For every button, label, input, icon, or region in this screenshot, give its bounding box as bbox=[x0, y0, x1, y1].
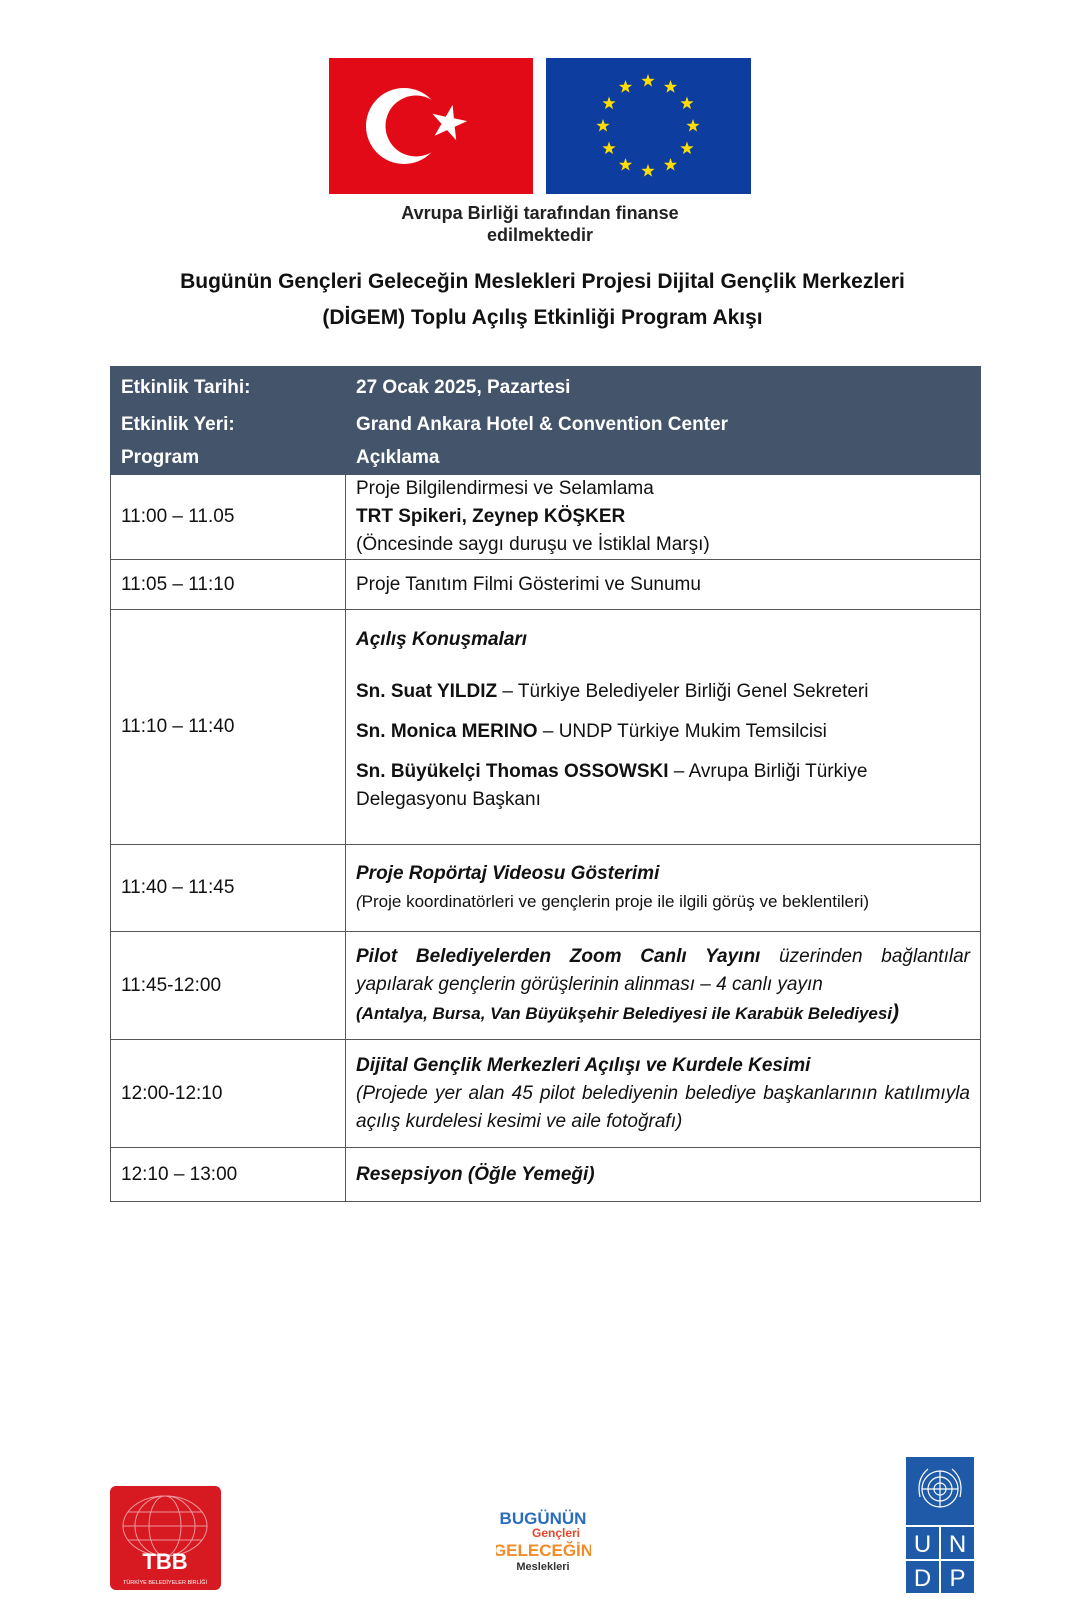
speaker-line bbox=[356, 678, 970, 706]
item-note bbox=[356, 999, 970, 1028]
undp-letter-d: D bbox=[913, 1565, 932, 1592]
tbb-abbr: TBB bbox=[142, 1549, 188, 1574]
title-line2: (DİGEM) Toplu Açılış Etkinliği Program Akışı bbox=[322, 306, 763, 329]
speaker-line bbox=[356, 718, 970, 746]
tbb-logo-icon bbox=[110, 1486, 221, 1590]
time-cell: 12:10 – 13:00 bbox=[111, 1148, 346, 1202]
logo-word-bugunun: BUGÜNÜN bbox=[499, 1509, 587, 1528]
venue-value: Grand Ankara Hotel & Convention Center bbox=[346, 409, 981, 441]
date-label: Etkinlik Tarihi: bbox=[111, 368, 346, 409]
undp-letter-p: P bbox=[949, 1565, 966, 1592]
title-line1: Bugünün Gençleri Geleceğin Meslekleri Projesi Dijital Gençlik Merkezleri bbox=[180, 270, 905, 293]
item-title: Proje Bilgilendirmesi ve Selamlama bbox=[356, 478, 654, 499]
item-note-text: Proje koordinatörleri ve gençlerin proje ile ilgili görüş ve beklentileri) bbox=[361, 892, 870, 911]
item-title: Dijital Gençlik Merkezleri Açılışı ve Kurdele Kesimi bbox=[356, 1054, 811, 1076]
item-title bbox=[356, 943, 970, 999]
time-cell: 11:10 – 11:40 bbox=[111, 610, 346, 845]
item-note bbox=[356, 888, 970, 916]
table-row bbox=[111, 1148, 981, 1202]
paren-close: ) bbox=[892, 1001, 900, 1024]
project-logo bbox=[496, 1506, 591, 1578]
description-cell bbox=[346, 845, 981, 932]
item-note-text: (Antalya, Bursa, Van Büyükşehir Belediyesi ile Karabük Belediyesi bbox=[356, 1004, 893, 1023]
eu-funding-caption bbox=[329, 202, 751, 246]
eu-star-icon bbox=[686, 119, 699, 132]
speaker-name: Sn. Monica MERINO bbox=[356, 721, 538, 742]
project-logo-icon bbox=[496, 1506, 591, 1578]
eu-caption-line1: Avrupa Birliği tarafından finanse bbox=[401, 203, 679, 223]
crescent-star-icon bbox=[329, 58, 533, 194]
table-row bbox=[111, 932, 981, 1040]
speeches-heading: Açılış Konuşmaları bbox=[356, 629, 528, 650]
description-cell bbox=[346, 1040, 981, 1148]
eu-star-icon bbox=[641, 74, 654, 87]
date-row bbox=[111, 368, 981, 409]
venue-row bbox=[111, 409, 981, 441]
logo-word-gencleri: Gençleri bbox=[531, 1526, 581, 1540]
time-cell: 11:40 – 11:45 bbox=[111, 845, 346, 932]
item-title-rest: üzerinden bağlantılar yapılarak gençlerin görüşlerinin alinması – 4 canlı yayın bbox=[356, 946, 970, 995]
program-column-header: Program bbox=[111, 441, 346, 475]
eu-stars-icon bbox=[546, 58, 751, 194]
eu-star-icon bbox=[664, 80, 677, 93]
item-note: (Projede yer alan 45 pilot belediyenin belediye başkanlarının katılımıyla açılış kurdelesi kesimi ve aile fotoğrafı) bbox=[356, 1082, 970, 1132]
date-value: 27 Ocak 2025, Pazartesi bbox=[346, 368, 981, 409]
column-header-row bbox=[111, 441, 981, 475]
time-cell: 11:05 – 11:10 bbox=[111, 560, 346, 610]
table-row bbox=[111, 610, 981, 845]
speaker-name: Sn. Suat YILDIZ bbox=[356, 681, 498, 702]
eu-star-icon bbox=[680, 142, 693, 155]
table-row bbox=[111, 475, 981, 560]
eu-star-icon bbox=[619, 80, 632, 93]
description-cell bbox=[346, 560, 981, 610]
item-title-bold: Pilot Belediyelerden Zoom Canlı Yayını bbox=[356, 946, 761, 967]
eu-star-icon bbox=[664, 158, 677, 171]
eu-star-icon bbox=[596, 119, 609, 132]
logo-word-gelecegin: GELECEĞİN bbox=[496, 1541, 591, 1560]
funding-flags bbox=[329, 58, 751, 194]
turkey-flag bbox=[329, 58, 533, 194]
undp-letter-u: U bbox=[913, 1531, 932, 1558]
item-title: Proje Tanıtım Filmi Gösterimi ve Sunumu bbox=[356, 573, 701, 595]
eu-caption-line2: edilmektedir bbox=[486, 225, 594, 245]
item-note: (Öncesinde saygı duruşu ve İstiklal Marşı) bbox=[356, 534, 710, 555]
item-title: Proje Ropörtaj Videosu Gösterimi bbox=[356, 863, 660, 884]
time-cell: 11:00 – 11.05 bbox=[111, 475, 346, 560]
tbb-full-name: TÜRKİYE BELEDİYELER BİRLİĞİ bbox=[122, 1580, 208, 1586]
paren-open: ( bbox=[356, 892, 362, 911]
eu-star-icon bbox=[641, 164, 654, 177]
eu-star-icon bbox=[619, 158, 632, 171]
table-row bbox=[111, 1040, 981, 1148]
tbb-logo bbox=[110, 1486, 221, 1590]
description-column-header: Açıklama bbox=[346, 441, 981, 475]
table-row bbox=[111, 845, 981, 932]
venue-label: Etkinlik Yeri: bbox=[111, 409, 346, 441]
eu-star-icon bbox=[602, 97, 615, 110]
speaker-role: – Avrupa Birliği Türkiye Delegasyonu Başkanı bbox=[356, 761, 868, 810]
presenter: TRT Spikeri, Zeynep KÖŞKER bbox=[356, 506, 626, 527]
undp-logo bbox=[906, 1457, 974, 1593]
program-table bbox=[110, 366, 981, 1202]
description-cell bbox=[346, 932, 981, 1040]
page-title bbox=[120, 264, 965, 336]
table-row bbox=[111, 560, 981, 610]
eu-star-icon bbox=[602, 142, 615, 155]
undp-logo-icon bbox=[906, 1457, 974, 1593]
time-cell: 11:45-12:00 bbox=[111, 932, 346, 1040]
undp-letter-n: N bbox=[948, 1531, 967, 1558]
description-cell bbox=[346, 610, 981, 845]
time-cell: 12:00-12:10 bbox=[111, 1040, 346, 1148]
item-title: Resepsiyon (Öğle Yemeği) bbox=[356, 1163, 595, 1185]
speaker-role: – UNDP Türkiye Mukim Temsilcisi bbox=[537, 721, 827, 742]
speaker-line bbox=[356, 758, 970, 814]
eu-star-icon bbox=[680, 97, 693, 110]
speaker-name: Sn. Büyükelçi Thomas OSSOWSKI bbox=[356, 761, 669, 782]
description-cell bbox=[346, 1148, 981, 1202]
description-cell bbox=[346, 475, 981, 560]
eu-flag bbox=[546, 58, 751, 194]
speaker-role: – Türkiye Belediyeler Birliği Genel Sekreteri bbox=[497, 681, 869, 702]
logo-word-meslekleri: Meslekleri bbox=[516, 1561, 570, 1573]
